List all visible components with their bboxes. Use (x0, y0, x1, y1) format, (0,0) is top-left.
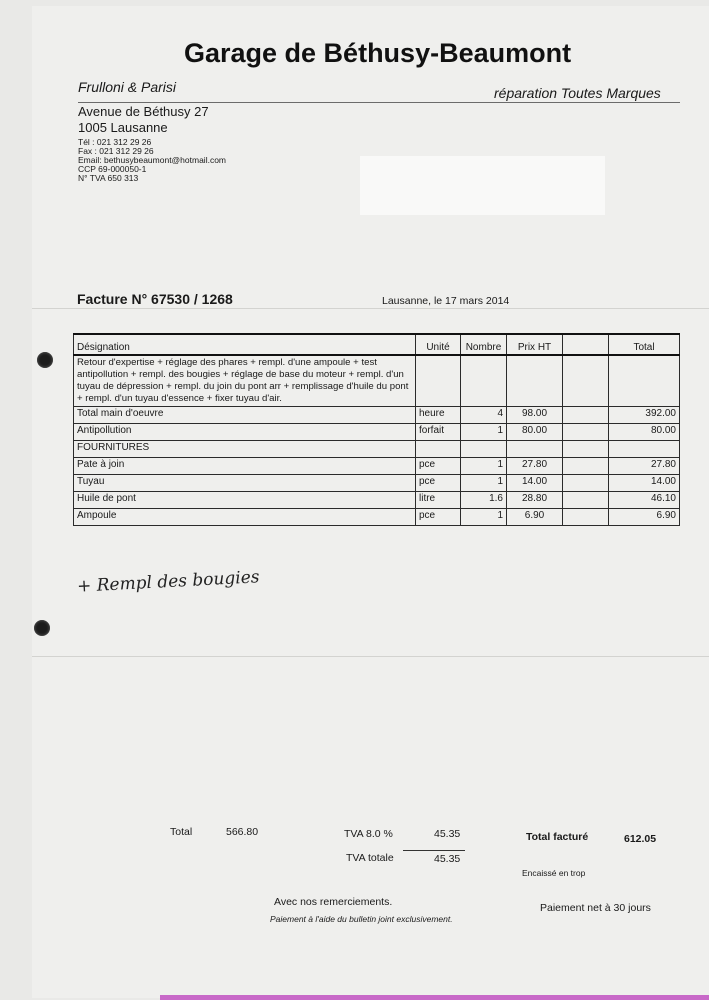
table-row (74, 475, 680, 492)
vat-underline (403, 850, 465, 851)
row-total: 6.90 (609, 509, 680, 526)
contact-tva: N° TVA 650 313 (78, 173, 139, 183)
row-total: 80.00 (609, 424, 680, 441)
table-row (74, 407, 680, 424)
row-designation: Tuyau (74, 475, 416, 492)
row-unit: pce (416, 458, 461, 475)
vat-total-value: 45.35 (434, 853, 461, 865)
overpaid-label: Encaissé en trop (522, 868, 586, 878)
vat-total-label: TVA totale (346, 852, 394, 864)
table-row (74, 441, 680, 458)
row-price: 27.80 (507, 458, 563, 475)
header-unit: Unité (416, 334, 461, 355)
owners: Frulloni & Parisi (78, 79, 177, 95)
row-unit: pce (416, 475, 461, 492)
row-unit: litre (416, 492, 461, 509)
invoiced-label: Total facturé (526, 831, 589, 843)
header-quantity: Nombre (461, 334, 507, 355)
address-city: 1005 Lausanne (78, 120, 168, 135)
handwritten-note: + Rempl des bougies (76, 567, 260, 597)
header-blank (563, 334, 609, 355)
row-quantity: 1 (461, 458, 507, 475)
address-street: Avenue de Béthusy 27 (78, 104, 209, 119)
row-designation: FOURNITURES (74, 441, 416, 458)
fold-line (32, 308, 709, 309)
invoiced-value: 612.05 (624, 833, 657, 845)
header-total: Total (609, 334, 680, 355)
row-total: 392.00 (609, 407, 680, 424)
row-total: 46.10 (609, 492, 680, 509)
punch-hole (34, 620, 50, 636)
row-quantity: 1.6 (461, 492, 507, 509)
row-price: 14.00 (507, 475, 563, 492)
total-value: 566.80 (226, 826, 259, 838)
row-designation: Total main d'oeuvre (74, 407, 416, 424)
payment-terms: Paiement net à 30 jours (540, 902, 651, 914)
vat-value: 45.35 (434, 828, 461, 840)
row-total: 14.00 (609, 475, 680, 492)
punch-hole (37, 352, 53, 368)
row-designation: Huile de pont (74, 492, 416, 509)
table-row (74, 492, 680, 509)
table-header-row (74, 334, 680, 355)
total-label: Total (170, 826, 193, 838)
row-total (609, 355, 680, 407)
row-total (609, 441, 680, 458)
row-quantity: 1 (461, 475, 507, 492)
invoice-page (32, 6, 709, 998)
contact-fax: Fax : 021 312 29 26 (78, 146, 154, 156)
payment-note: Paiement à l'aide du bulletin joint exclusivement. (270, 914, 453, 924)
row-quantity: 1 (461, 424, 507, 441)
invoice-lines-table (73, 333, 680, 526)
thanks-text: Avec nos remerciements. (274, 896, 393, 908)
row-designation: Ampoule (74, 509, 416, 526)
row-total: 27.80 (609, 458, 680, 475)
header-rule (78, 102, 680, 103)
garage-name: Garage de Béthusy-Beaumont (184, 38, 572, 68)
row-quantity: 1 (461, 509, 507, 526)
row-price: 98.00 (507, 407, 563, 424)
invoice-date: Lausanne, le 17 mars 2014 (382, 295, 510, 307)
invoice-number: Facture N° 67530 / 1268 (77, 291, 233, 307)
fold-line (32, 656, 709, 657)
contact-tel: Tél : 021 312 29 26 (78, 137, 152, 147)
row-designation: Antipollution (74, 424, 416, 441)
redacted-address-block (360, 156, 605, 215)
row-unit (416, 355, 461, 407)
row-unit: forfait (416, 424, 461, 441)
table-row (74, 424, 680, 441)
bottom-edge-strip (160, 995, 709, 1000)
row-quantity (461, 355, 507, 407)
row-unit: pce (416, 509, 461, 526)
row-unit: heure (416, 407, 461, 424)
row-price (507, 355, 563, 407)
row-quantity: 4 (461, 407, 507, 424)
row-quantity (461, 441, 507, 458)
row-designation: Pate à join (74, 458, 416, 475)
row-price: 6.90 (507, 509, 563, 526)
vat-label: TVA 8.0 % (344, 828, 393, 840)
row-unit (416, 441, 461, 458)
table-row (74, 355, 680, 407)
header-designation: Désignation (74, 334, 416, 355)
table-row (74, 458, 680, 475)
row-designation: Retour d'expertise + réglage des phares + rempl. d'une ampoule + test antipollution + rempl. des bougies + réglage de base du moteur + rempl. d'un tuyau de dépression + rempl. du join du pont arr + remplissage d'huile du pont + rempl. d'un tuyau d'essence + fixer tuyau d'air. (74, 355, 416, 407)
row-price: 80.00 (507, 424, 563, 441)
row-price: 28.80 (507, 492, 563, 509)
table-row (74, 509, 680, 526)
tagline: réparation Toutes Marques (494, 85, 661, 101)
contact-email: Email: bethusybeaumont@hotmail.com (78, 155, 227, 165)
header-price: Prix HT (507, 334, 563, 355)
row-price (507, 441, 563, 458)
contact-ccp: CCP 69-000050-1 (78, 164, 147, 174)
